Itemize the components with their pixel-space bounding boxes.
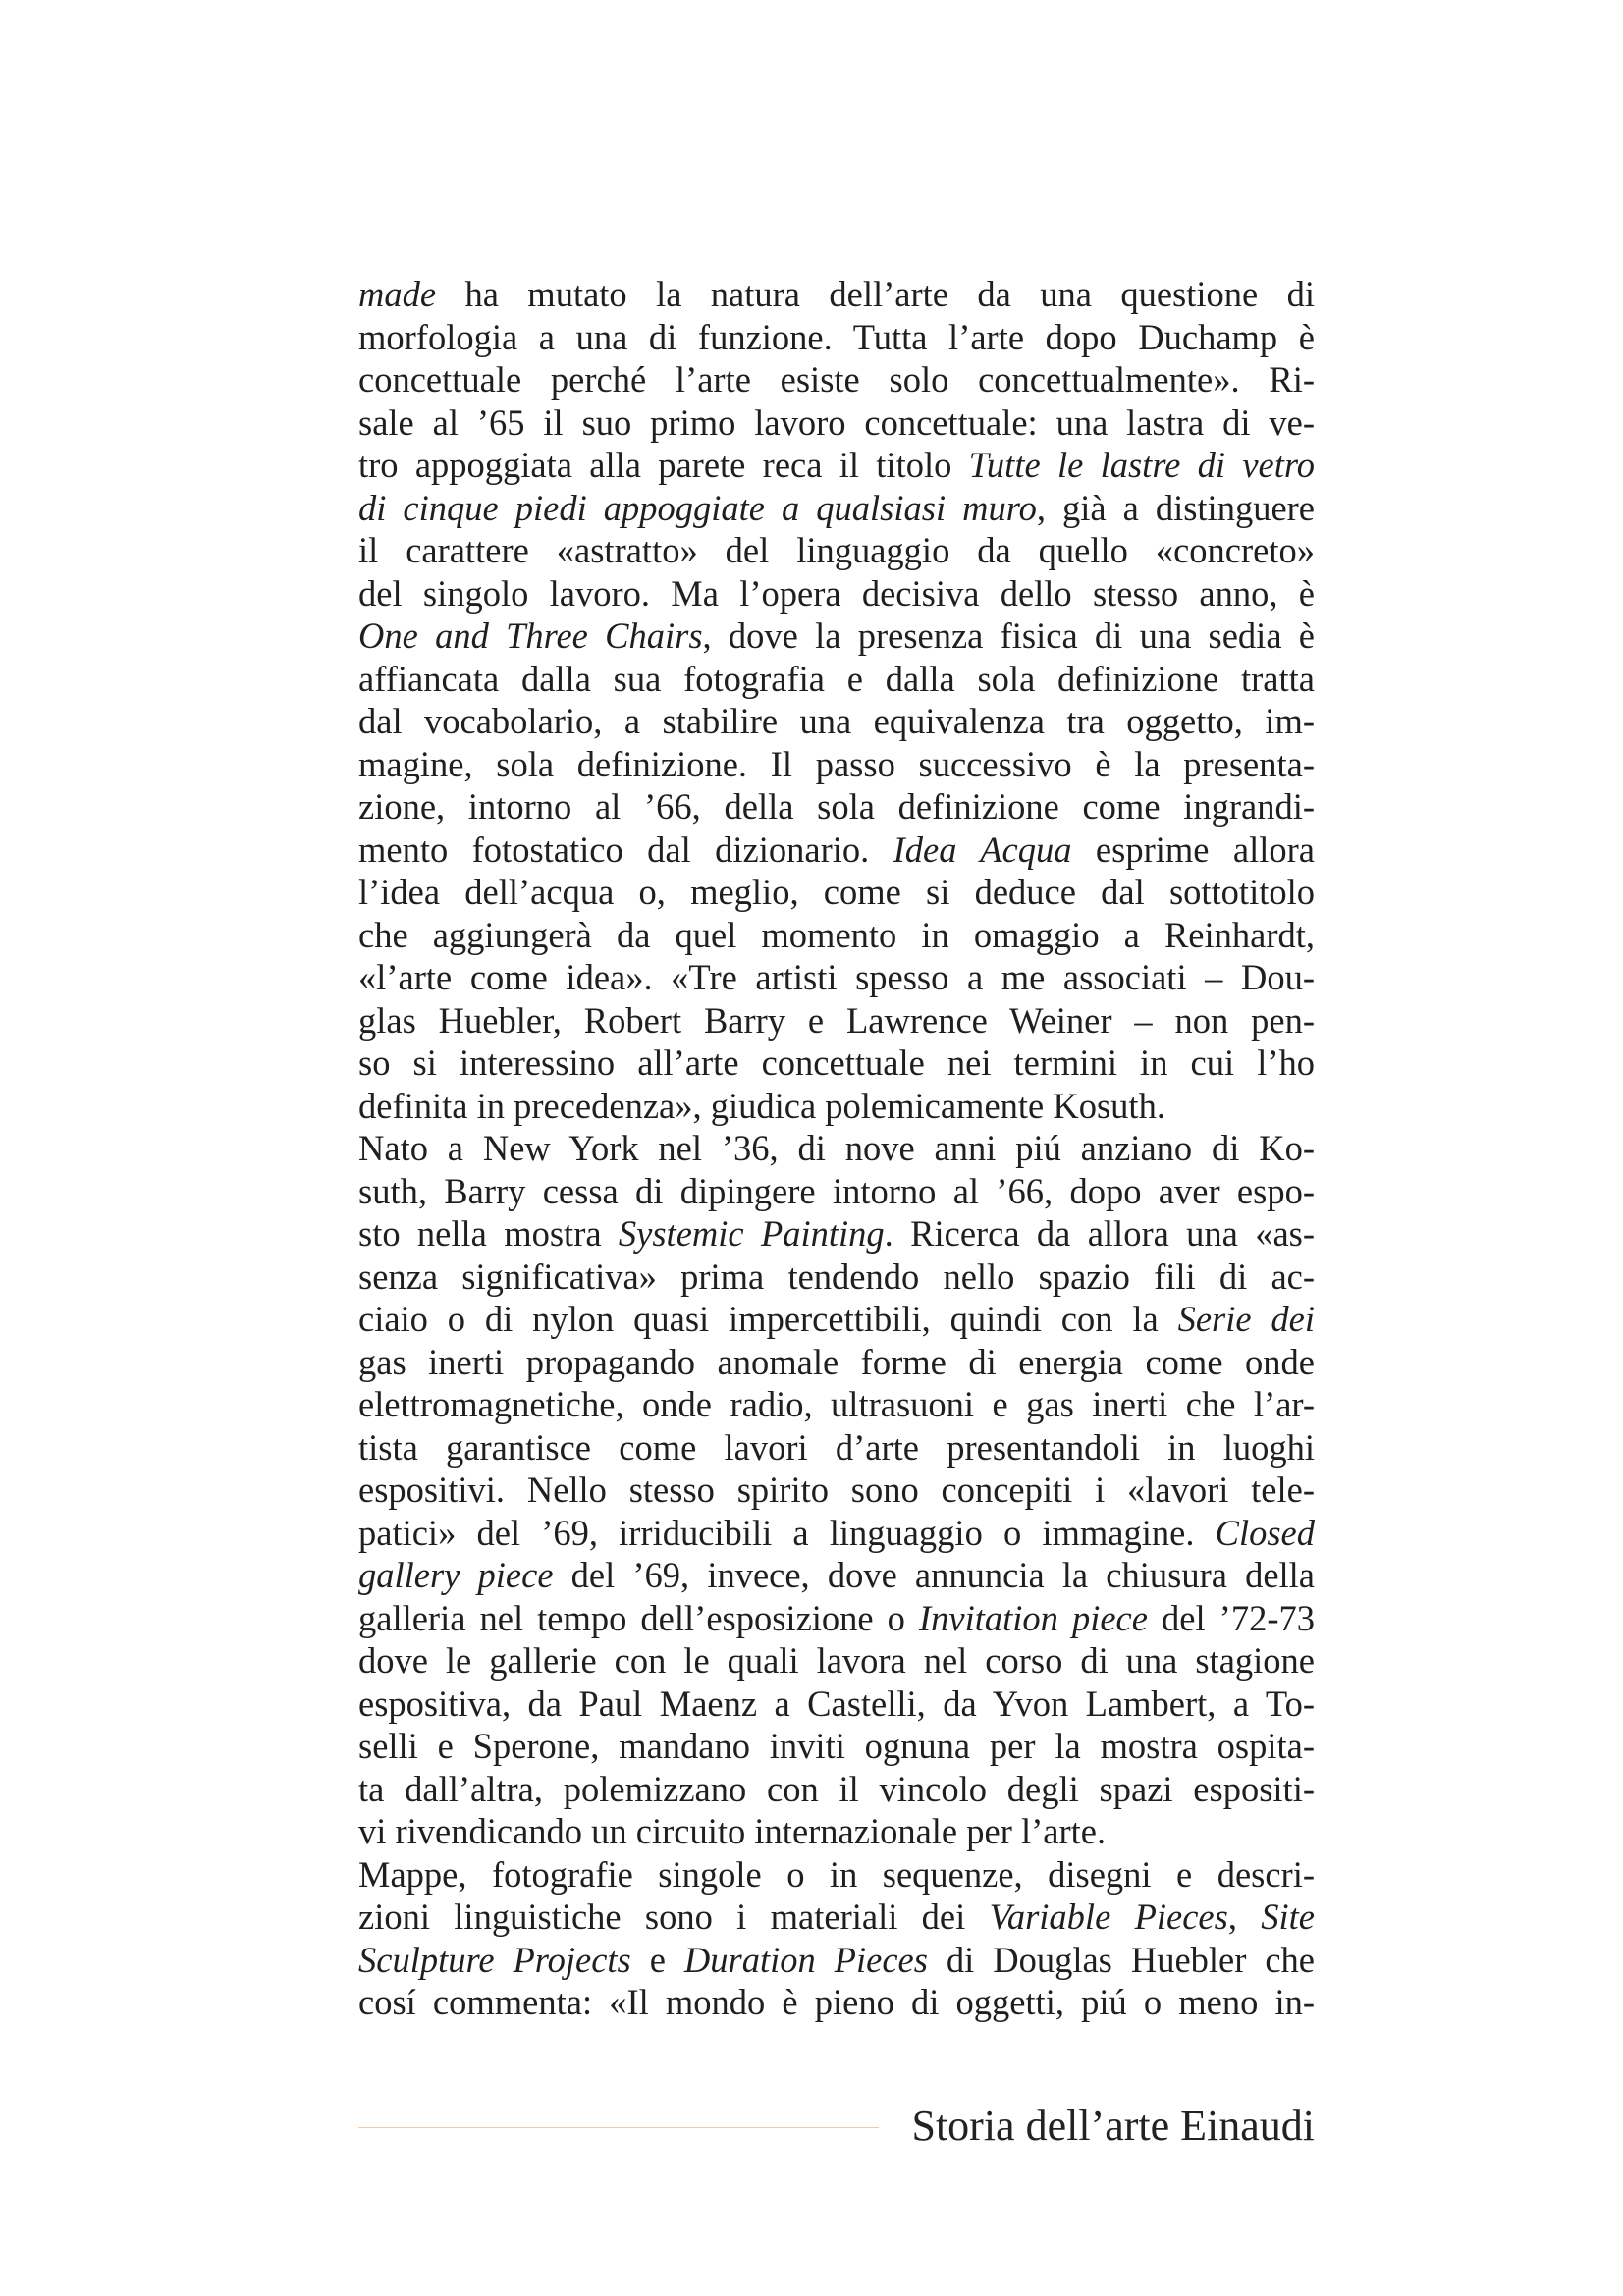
footer-rule [358,2127,879,2128]
text-segment: mento fotostatico dal dizionario. [358,828,893,870]
text-segment: zioni linguistiche sono i materiali dei [358,1896,990,1937]
italic-title: made [358,274,437,314]
text-segment: magine, sola definizione. Il passo successivo è la presenta- [358,743,1315,784]
text-segment: Mappe, fotografie singole o in sequenze, disegni e descri- [358,1853,1315,1895]
text-line [358,828,1315,872]
text-segment: del ’69, invece, dove annuncia la chiusura della [553,1555,1315,1595]
text-line [358,914,1315,957]
text-segment: dal vocabolario, a stabilire una equivalenza tra oggetto, im- [358,701,1315,741]
italic-title: Invitation piece [918,1597,1148,1638]
text-line [358,1896,1315,1939]
text-line [358,1298,1315,1341]
text-line [358,700,1315,743]
text-line [358,1512,1315,1555]
text-segment: cosí commenta: «Il mondo è pieno di oggetti, piú o meno in- [358,1982,1315,2022]
text-segment: sto nella mostra [358,1213,619,1254]
text-line [358,1085,1315,1128]
text-line [358,956,1315,999]
text-segment: ha mutato la natura dell’arte da una questione di [436,274,1315,314]
text-line [358,1341,1315,1384]
text-segment: l’idea dell’acqua o, meglio, come si deduce dal sottotitolo [358,872,1315,912]
text-segment: concettuale perché l’arte esiste solo concettualmente». Ri- [358,359,1315,400]
text-line [358,614,1315,658]
italic-title: Systemic Painting [618,1213,885,1254]
text-line [358,871,1315,914]
text-segment: sale al ’65 il suo primo lavoro concettuale: una lastra di ve- [358,401,1315,443]
text-line [358,1212,1315,1255]
text-line [358,1768,1315,1811]
text-line [358,1853,1315,1896]
italic-title: Duration Pieces [683,1939,928,1980]
text-segment: del ’72-73 [1147,1597,1315,1638]
text-line [358,1682,1315,1726]
text-segment: zione, intorno al ’66, della sola definizione come ingrandi- [358,786,1315,827]
text-segment: dove le gallerie con le quali lavora nel corso di una stagione [358,1640,1315,1681]
italic-title: One and Three Chairs [358,615,703,656]
text-segment: so si interessino all’arte concettuale nei termini in cui l’ho [358,1042,1315,1083]
text-segment: espositivi. Nello stesso spirito sono concepiti i «lavori tele- [358,1469,1315,1510]
text-line [358,401,1315,445]
text-line [358,1383,1315,1426]
text-segment: Nato a New York nel ’36, di nove anni piú anziano di Ko- [358,1128,1315,1168]
text-line [358,1426,1315,1469]
text-segment: gas inerti propagando anomale forme di energia come onde [358,1341,1315,1382]
text-line [358,529,1315,572]
text-line [358,1127,1315,1170]
text-segment: il carattere «astratto» del linguaggio da quello «concreto» [358,530,1315,570]
text-segment: ciaio o di nylon quasi impercettibili, quindi con la [358,1299,1178,1339]
text-segment: esprime allora [1071,828,1315,870]
text-segment: che aggiungerà da quel momento in omaggio a Reinhardt, [358,914,1315,955]
text-line [358,658,1315,701]
text-line [358,444,1315,487]
text-segment: suth, Barry cessa di dipingere intorno al ’66, dopo aver espo- [358,1170,1315,1211]
text-line [358,1597,1315,1640]
text-segment: tista garantisce come lavori d’arte presentandoli in luoghi [358,1426,1315,1468]
text-segment: elettromagnetiche, onde radio, ultrasuoni e gas inerti che l’ar- [358,1384,1315,1424]
italic-title: Variable Pieces [989,1896,1228,1937]
italic-title: Closed [1215,1512,1315,1553]
text-segment: ta dall’altra, polemizzano con il vincolo degli spazi espositi- [358,1768,1315,1809]
text-line [358,1939,1315,1982]
footer-title: Storia dell’arte Einaudi [911,2102,1315,2150]
text-line [358,572,1315,615]
text-segment: e [630,1939,684,1980]
text-line [358,1725,1315,1768]
page-footer [358,2097,1315,2156]
text-line [358,487,1315,530]
text-line [358,743,1315,786]
text-segment: . Ricerca da allora una «as- [884,1213,1315,1254]
text-segment: affiancata dalla sua fotografia e dalla sola definizione tratta [358,658,1315,699]
text-segment: morfologia a una di funzione. Tutta l’arte dopo Duchamp è [358,316,1315,357]
text-segment: «l’arte come idea». «Tre artisti spesso a me associati – Dou- [358,957,1315,997]
text-line [358,1041,1315,1085]
text-line [358,1468,1315,1512]
text-line [358,1554,1315,1597]
text-line [358,316,1315,359]
italic-title: gallery piece [358,1555,554,1595]
text-segment: senza significativa» prima tendendo nello spazio fili di ac- [358,1255,1315,1297]
text-line [358,1639,1315,1682]
body-text [358,273,1315,2024]
text-line [358,785,1315,828]
text-line [358,273,1315,316]
text-segment: espositiva, da Paul Maenz a Castelli, da Yvon Lambert, a To- [358,1682,1315,1724]
italic-title: Sculpture Projects [358,1939,631,1980]
text-segment: di Douglas Huebler che [927,1939,1315,1980]
text-segment: tro appoggiata alla parete reca il titolo [358,445,969,485]
text-segment: galleria nel tempo dell’esposizione o [358,1597,919,1638]
text-segment: selli e Sperone, mandano inviti ognuna per la mostra ospita- [358,1726,1315,1766]
text-segment: , [1227,1896,1262,1937]
text-segment: glas Huebler, Robert Barry e Lawrence Weiner – non pen- [358,999,1315,1041]
text-line [358,1981,1315,2024]
text-segment: , dove la presenza fisica di una sedia è [702,615,1315,656]
text-segment: vi rivendicando un circuito internazionale per l’arte. [358,1811,1107,1851]
italic-title: Serie dei [1177,1299,1316,1339]
italic-title: Idea Acqua [893,828,1072,870]
italic-title: Site [1261,1896,1315,1937]
text-line [358,1810,1315,1853]
text-line [358,1170,1315,1213]
text-line [358,999,1315,1042]
italic-title: di cinque piedi appoggiate a qualsiasi muro [358,487,1037,528]
text-segment: del singolo lavoro. Ma l’opera decisiva dello stesso anno, è [358,572,1315,614]
text-segment: definita in precedenza», giudica polemicamente Kosuth. [358,1085,1165,1126]
text-line [358,1255,1315,1299]
italic-title: Tutte le lastre di vetro [968,445,1315,485]
text-segment: , già a distinguere [1036,487,1315,528]
text-line [358,358,1315,401]
text-segment: patici» del ’69, irriducibili a linguaggio o immagine. [358,1512,1216,1553]
